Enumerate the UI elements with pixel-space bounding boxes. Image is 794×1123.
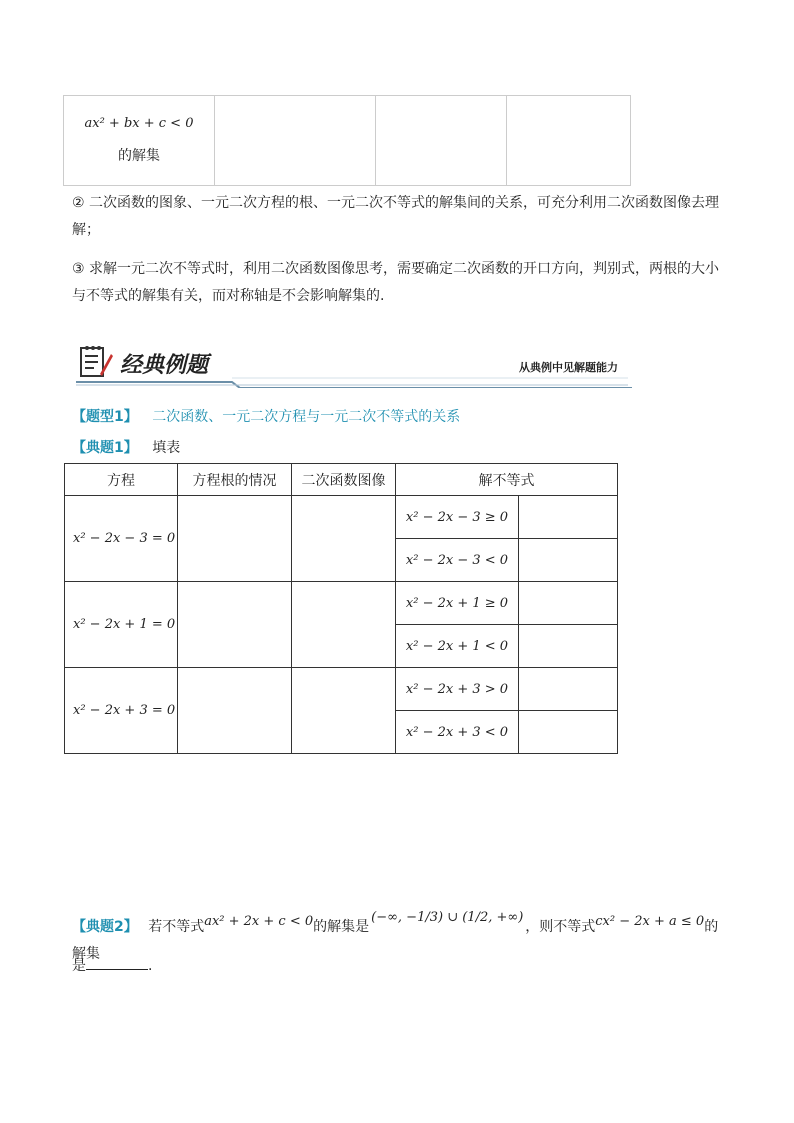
banner-subtitle: 从典例中见解题能力 [519,361,618,374]
solution-cell [519,582,618,625]
example-1-heading [72,437,180,457]
example-2-solution-set: (−∞, −1/3) ∪ (1/2, +∞) [371,910,524,925]
inequality-cell: x² − 2x − 3 < 0 [396,539,519,582]
example-2-text-4: 的解集 [72,919,719,962]
top-table-cell [215,96,376,186]
notebook-pen-icon [78,344,114,380]
top-table-label-cell [64,96,215,186]
example-2-text-3: ，则不等式 [525,919,596,935]
inequality-cell: x² − 2x + 1 ≥ 0 [396,582,519,625]
inequality-cell: x² − 2x + 3 < 0 [396,711,519,754]
example-2-text-5: 是 [72,958,86,974]
topic-1-heading [72,406,460,426]
example-2-inequality-1: ax² + 2x + c < 0 [204,914,314,929]
topic-1-text: 二次函数、一元二次方程与一元二次不等式的关系 [152,409,461,425]
equation-cell: x² − 2x − 3 = 0 [65,496,178,582]
solution-cell [519,668,618,711]
example-1-text: 填表 [152,440,181,456]
inequality-cell: x² − 2x − 3 ≥ 0 [396,496,519,539]
inequality-cell: x² − 2x + 1 < 0 [396,625,519,668]
top-table-label: 的解集 [118,148,160,164]
solution-cell [519,496,618,539]
graph-cell [292,582,396,668]
example-2 [72,910,732,967]
example-2-inequality-2: cx² − 2x + a ≤ 0 [595,914,705,929]
example-2-text-6: . [148,958,153,974]
example-2-text-1: 若不等式 [148,919,205,935]
note-2: ② 二次函数的图象、一元二次方程的根、一元二次不等式的解集间的关系，可充分利用二次函数图像去理解； [72,195,719,238]
header-solve-inequality: 解不等式 [396,464,618,496]
banner-title: 经典例题 [120,352,209,378]
solution-cell [519,539,618,582]
top-table-expr: ax² + bx + c < 0 [84,116,194,131]
example-2-text-2: 的解集是 [313,919,370,935]
section-banner [72,342,632,388]
top-table-cell [376,96,507,186]
inequality-cell: x² − 2x + 3 > 0 [396,668,519,711]
top-table-cell [507,96,631,186]
answer-blank[interactable] [86,957,148,970]
header-equation: 方程 [65,464,178,496]
header-function-graph: 二次函数图像 [292,464,396,496]
answer-cell [178,668,292,754]
graph-cell [292,496,396,582]
equation-cell: x² − 2x + 3 = 0 [65,668,178,754]
top-table [63,95,631,186]
equation-cell: x² − 2x + 1 = 0 [65,582,178,668]
topic-1-tag: 【题型1】 [72,409,138,425]
example-2-line-2 [72,955,152,975]
solution-cell [519,711,618,754]
answer-cell [178,496,292,582]
graph-cell [292,668,396,754]
header-root-status: 方程根的情况 [178,464,292,496]
note-3: ③ 求解一元二次不等式时，利用二次函数图像思考，需要确定二次函数的开口方向，判别式，两根的大小与不等式的解集有关，而对称轴是不会影响解集的. [72,261,719,304]
solution-cell [519,625,618,668]
example-1-tag: 【典题1】 [72,440,138,456]
answer-cell [178,582,292,668]
example-2-tag: 【典题2】 [72,919,138,935]
example-1-table [64,463,618,754]
